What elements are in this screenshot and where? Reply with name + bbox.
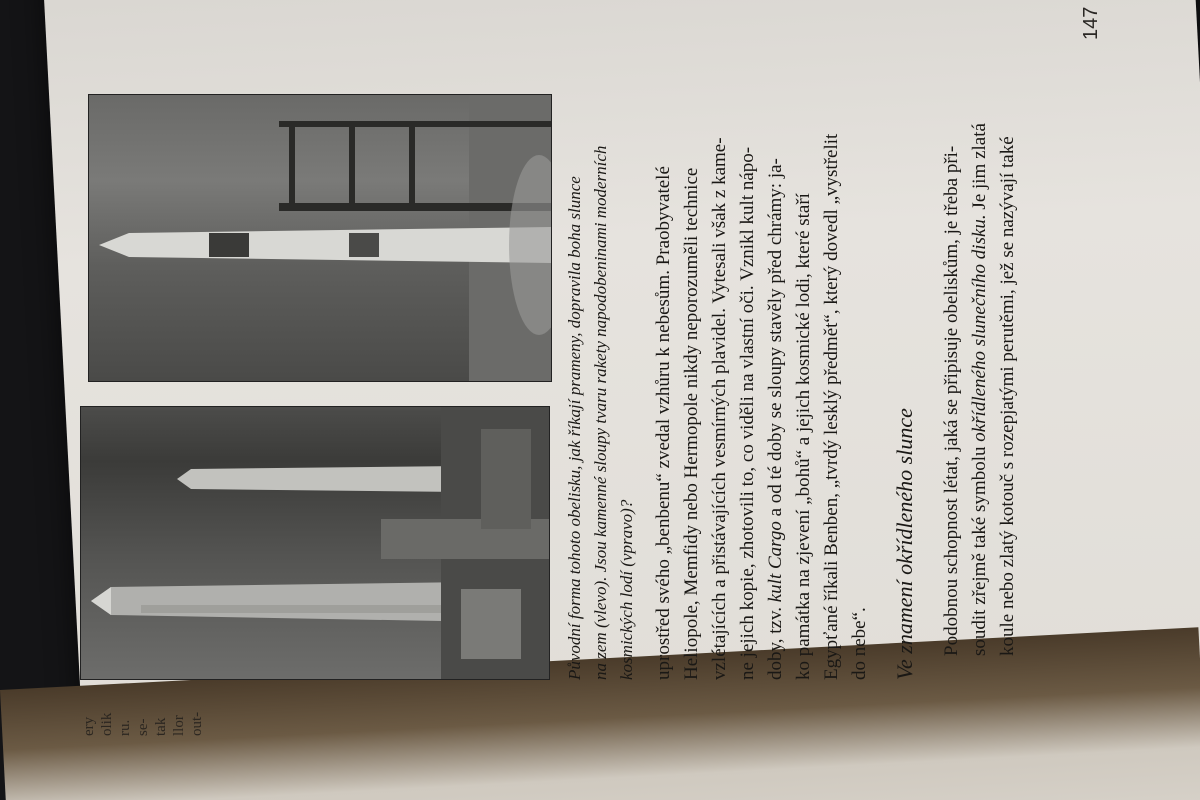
text-line: Podobnou schopnost létat, jaká se připisuje obeliskům, je třeba při- (941, 145, 962, 656)
page-number: 147 (1080, 6, 1102, 40)
photo-pair (80, 40, 550, 680)
section-heading: Ve znamení okřídleného slunce (892, 408, 917, 680)
text-line: ne jejich kopie, zhotovili to, co viděli na vlastní oči. Vznikl kult nápo- (737, 146, 758, 680)
facing-line: ru. (117, 719, 133, 736)
text-line: koule nebo zlatý kotouč s rozepjatými perutěmi, jež se nazývají také (997, 136, 1018, 656)
text-line (762, 40, 790, 680)
facing-line: out- (189, 711, 205, 736)
text-emphasis: okřídleného slunečního disku. (969, 214, 990, 442)
page-content (80, 6, 1120, 680)
caption-line: na zem (vlevo). Jsou kamenné sloupy tvaru rakety napodobeninami moderních (591, 145, 610, 680)
facing-line: ery (81, 716, 97, 736)
facing-page-text (80, 712, 206, 736)
text-span: doby, tzv. (765, 602, 786, 680)
facing-line: llor (171, 715, 187, 736)
facing-line: se- (135, 718, 151, 736)
caption-line: Původní forma tohoto obelisku, jak říkají prameny, dopravila boha slunce (565, 176, 584, 680)
paragraph-winged-sun (938, 40, 1022, 680)
facing-line: tak (153, 717, 169, 736)
photo-caption (562, 40, 640, 680)
text-line: uprostřed svého „benbenu“ zvedal vzhůru k nebesům. Praobyvatelé (653, 166, 674, 680)
text-span: soudit zřejmě také symbolu (969, 441, 990, 656)
rocket-photo (88, 94, 552, 382)
text-span: a od té doby se sloupy stavěly před chrámy: ja- (765, 158, 786, 522)
text-emphasis: kult Cargo (765, 521, 786, 603)
text-line (966, 40, 994, 680)
rocket-illustration (89, 95, 551, 381)
text-line: Heliopole, Memfidy nebo Hermopole nikdy neporozuměli technice (681, 167, 702, 680)
text-line: do nebe“. (849, 607, 870, 680)
obelisk-illustration (81, 407, 549, 679)
facing-line: olik (99, 712, 115, 736)
caption-line: kosmických lodí (vpravo)? (617, 499, 636, 680)
text-line: Egypťané říkali Benben, „tvrdý lesklý předmět“, který dovedl „vystřelit (821, 133, 842, 680)
text-span: Je jim zlatá (969, 123, 990, 215)
text-line: ko památka na zjevení „bohů“ a jejich kosmické lodi, které staří (793, 193, 814, 680)
obelisk-photo (80, 406, 550, 680)
paragraph-benben (650, 40, 874, 680)
text-line: vzlétajících a přistávajících vesmírných plavidel. Vytesali však z kame- (709, 137, 730, 680)
